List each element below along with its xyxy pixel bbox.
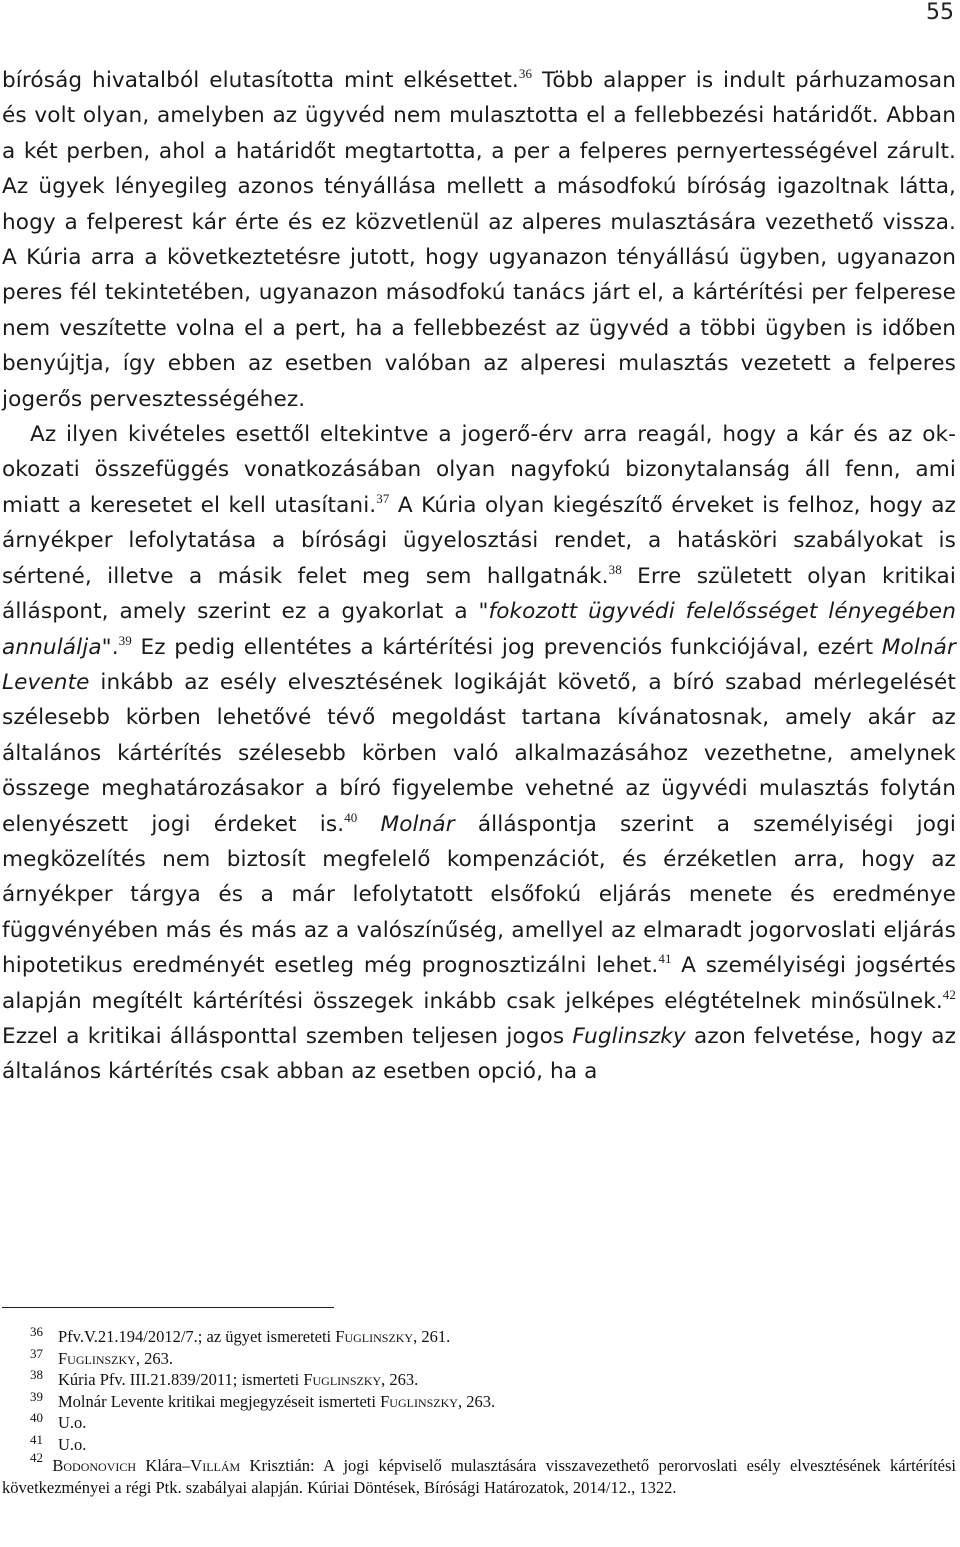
- text-run: [357, 812, 380, 837]
- footnote-ref-38[interactable]: 38: [608, 561, 622, 577]
- footnote-39: [2, 1388, 956, 1413]
- footnote-ref-42[interactable]: 42: [942, 986, 956, 1002]
- footnote-author: Bodonovich: [52, 1456, 137, 1475]
- footnote-number: 40: [30, 1410, 43, 1425]
- text-run: Több alapper is indult párhuzamosan és volt olyan, amelyben az ügyvéd nem mulasztotta el a fellebbezési határidőt. Abban a két perben, ahol a határidőt megtartotta, a per a felperes pernyertességével zárult. Az ügyek lényegileg azonos tényállása mellett a másodfokú bíróság igazoltnak látta, hogy a felperest kár érte és ez közvetlenül az alperes mulasztására vezethető vissza. A Kúria arra a következtetésre jutott, hogy ugyanazon tényállású ügyben, ugyanazon peres fél tekintetében, ugyanazon másodfokú tanács járt el, a kártérítési per felperese nem veszítette volna el a pert, ha a fellebbezést az ügyvéd a többi ügyben is időben benyújtja, így ebben az esetben valóban az alperesi mulasztás vezetett a felperes jogerős pervesztességéhez.: [2, 68, 956, 412]
- text-run: azon felvetése, hogy az általános kártérítés csak abban az esetben opció, ha a: [2, 1023, 957, 1085]
- page-number: 55: [926, 0, 954, 25]
- footnote-separator: [2, 1307, 334, 1308]
- text-run: Erre született olyan kritikai álláspont, amely szerint ez a gyakorlat a ": [2, 563, 956, 625]
- footnote-author: Villám: [190, 1456, 241, 1475]
- footnote-text: , 263.: [457, 1391, 496, 1411]
- paragraph-2: [2, 417, 956, 1090]
- author-name: Fuglinszky: [572, 1023, 686, 1049]
- text-run: ".: [101, 634, 119, 660]
- footnote-author: Fuglinszky: [303, 1370, 382, 1389]
- footnote-text: , 261.: [413, 1327, 451, 1346]
- footnote-number: 41: [30, 1431, 43, 1447]
- footnote-text: U.o.: [58, 1413, 87, 1432]
- footnote-number: 38: [30, 1367, 43, 1382]
- author-name: Molnár Levente: [2, 634, 956, 695]
- body-text: [2, 63, 956, 1090]
- author-name: Molnár: [380, 811, 455, 837]
- text-run: inkább az esély elvesztésének logikáját követő, a bíró szabad mérlegelését szélesebb körben lehetővé tévő megoldást tartana kívánatosnak, amely akár az általános kártérítés szélesebb körben való alkalmazásához vezethetne, amelynek összege meghatározásakor a bíró figyelembe vehetné az ügyvédi mulasztás folytán elenyészett jogi érdeket is.: [2, 669, 956, 837]
- footnote-ref-41[interactable]: 41: [658, 951, 672, 967]
- footnote-text: Pfv.V.21.194/2012/7.; az ügyet ismereteti: [58, 1327, 336, 1346]
- footnote-40: [2, 1412, 956, 1434]
- footnote-text: Krisztián: A jogi képviselő mulasztására visszavezethető perorvoslati esély elvesztésének kártérítési következményei a régi Ptk. szabályai alapján. Kúriai Döntések, Bírósági Határozatok, 2014/12., 1322.: [2, 1456, 956, 1497]
- text-run: bíróság hivatalból elutasította mint elkésettet.: [2, 68, 519, 93]
- text-run: álláspontja szerint a személyiségi jogi megközelítés nem biztosít megfelelő kompenzációt, és érzéketlen arra, hogy az árnyékper tárgya és a már lefolytatott elsőfokú eljárás menete és eredménye függvényében más és más az a valószínűség, amellyel az elmaradt jogorvoslati eljárás hipotetikus eredményét esetleg még prognosztizálni lehet.: [2, 811, 956, 979]
- footnote-41: [2, 1431, 956, 1456]
- footnote-author: Fuglinszky: [335, 1327, 414, 1346]
- text-run: Ezzel a kritikai állásponttal szemben teljesen jogos: [2, 1023, 573, 1049]
- footnote-ref-39[interactable]: 39: [118, 632, 132, 648]
- footnote-number: 42: [30, 1450, 43, 1465]
- footnote-38: [2, 1369, 956, 1391]
- footnote-number: 36: [30, 1324, 43, 1339]
- footnote-text: Kúria Pfv. III.21.839/2011; ismerteti: [58, 1370, 304, 1389]
- footnote-text: U.o.: [58, 1434, 87, 1454]
- footnote-author: Fuglinszky: [380, 1391, 458, 1411]
- text-run: Ez pedig ellentétes a kártérítési jog prevenciós funkciójával, ezért: [131, 634, 882, 660]
- footnote-ref-37[interactable]: 37: [376, 490, 390, 506]
- footnote-text: , 263.: [135, 1348, 173, 1368]
- footnote-author: Fuglinszky: [58, 1348, 136, 1368]
- footnote-ref-36[interactable]: 36: [518, 66, 533, 81]
- text-run: A személyiségi jogsértés alapján megítélt kártérítési összegek inkább csak jelképes elégtételnek minősülnek.: [2, 953, 956, 1014]
- footnote-36: [2, 1326, 956, 1348]
- quoted-phrase: fokozott ügyvédi felelősséget lényegében annulálja: [2, 599, 956, 660]
- text-run: Az ilyen kivételes esettől eltekintve a jogerő-érv arra reagál, hogy a kár és az ok-okozati összefüggés vonatkozásában olyan nagyfokú bizonytalanság áll fenn, ami miatt a keresetet el kell utasítani.: [2, 422, 956, 518]
- footnotes: [2, 1326, 956, 1498]
- footnote-37: [2, 1345, 956, 1370]
- footnote-42: [2, 1450, 956, 1498]
- footnote-text: Molnár Levente kritikai megjegyzéseit ismerteti: [58, 1391, 381, 1411]
- footnote-number: 37: [30, 1345, 43, 1361]
- paragraph-1: [2, 63, 956, 417]
- text-run: A Kúria olyan kiegészítő érveket is felhoz, hogy az árnyékper lefolytatása a bírósági ügyelosztási rendet, a hatásköri szabályokat is sértené, illetve a másik felet meg sem hallgatnák.: [2, 492, 956, 589]
- footnote-ref-40[interactable]: 40: [344, 809, 358, 825]
- footnote-text: Klára–: [136, 1456, 191, 1475]
- footnote-number: 39: [30, 1388, 43, 1404]
- footnote-text: , 263.: [381, 1370, 419, 1389]
